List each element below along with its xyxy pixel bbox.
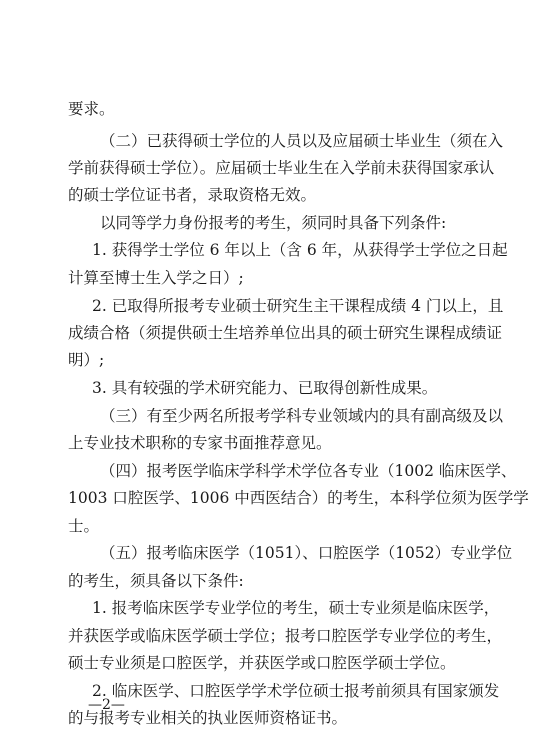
paragraph-line: 士。 — [68, 517, 100, 535]
page-number: —2— — [88, 697, 125, 713]
paragraph-line: 并获医学或临床医学硕士学位；报考口腔医学专业学位的考生， — [68, 627, 503, 645]
paragraph-line: 的考生，须具备以下条件: — [68, 572, 244, 590]
paragraph-line: 上专业技术职称的专家书面推荐意见。 — [68, 434, 332, 452]
paragraph-line: 的与报考专业相关的执业医师资格证书。 — [68, 709, 348, 727]
paragraph-line: 学前获得硕士学位）。应届硕士毕业生在入学前未获得国家承认 — [68, 159, 495, 177]
paragraph-line: 1003 口腔医学、1006 中西医结合）的考生，本科学位须为医学学 — [68, 489, 529, 507]
paragraph-line: 计算至博士生入学之日）; — [68, 269, 244, 287]
paragraph-line: 的硕士学位证书者，录取资格无效。 — [68, 186, 317, 204]
paragraph-line: 1. 报考临床医学专业学位的考生，硕士专业须是临床医学， — [92, 599, 500, 617]
paragraph-line: 2. 已取得所报考专业硕士研究生主干课程成绩 4 门以上，且 — [92, 297, 504, 315]
paragraph-line: 明）; — [68, 351, 105, 369]
paragraph-line: （二）已获得硕士学位的人员以及应届硕士毕业生（须在入 — [100, 132, 504, 150]
paragraph-line: 成绩合格（须提供硕士生培养单位出具的硕士研究生课程成绩证 — [68, 324, 503, 342]
paragraph-line: 2. 临床医学、口腔医学学术学位硕士报考前须具有国家颁发 — [92, 682, 500, 700]
paragraph-line: 3. 具有较强的学术研究能力、已取得创新性成果。 — [92, 379, 438, 397]
paragraph-line: （四）报考医学临床学科学术学位各专业（1002 临床医学、 — [100, 462, 517, 480]
paragraph-line: 以同等学力身份报考的考生，须同时具备下列条件: — [100, 214, 447, 232]
paragraph-line: （五）报考临床医学（1051）、口腔医学（1052）专业学位 — [100, 544, 513, 562]
paragraph-line: 要求。 — [68, 100, 115, 118]
paragraph-line: （三）有至少两名所报考学科专业领域内的具有副高级及以 — [100, 407, 504, 425]
paragraph-line: 1. 获得学士学位 6 年以上（含 6 年，从获得学士学位之日起 — [92, 241, 508, 259]
paragraph-line: 硕士专业须是口腔医学，并获医学或口腔医学硕士学位。 — [68, 654, 456, 672]
